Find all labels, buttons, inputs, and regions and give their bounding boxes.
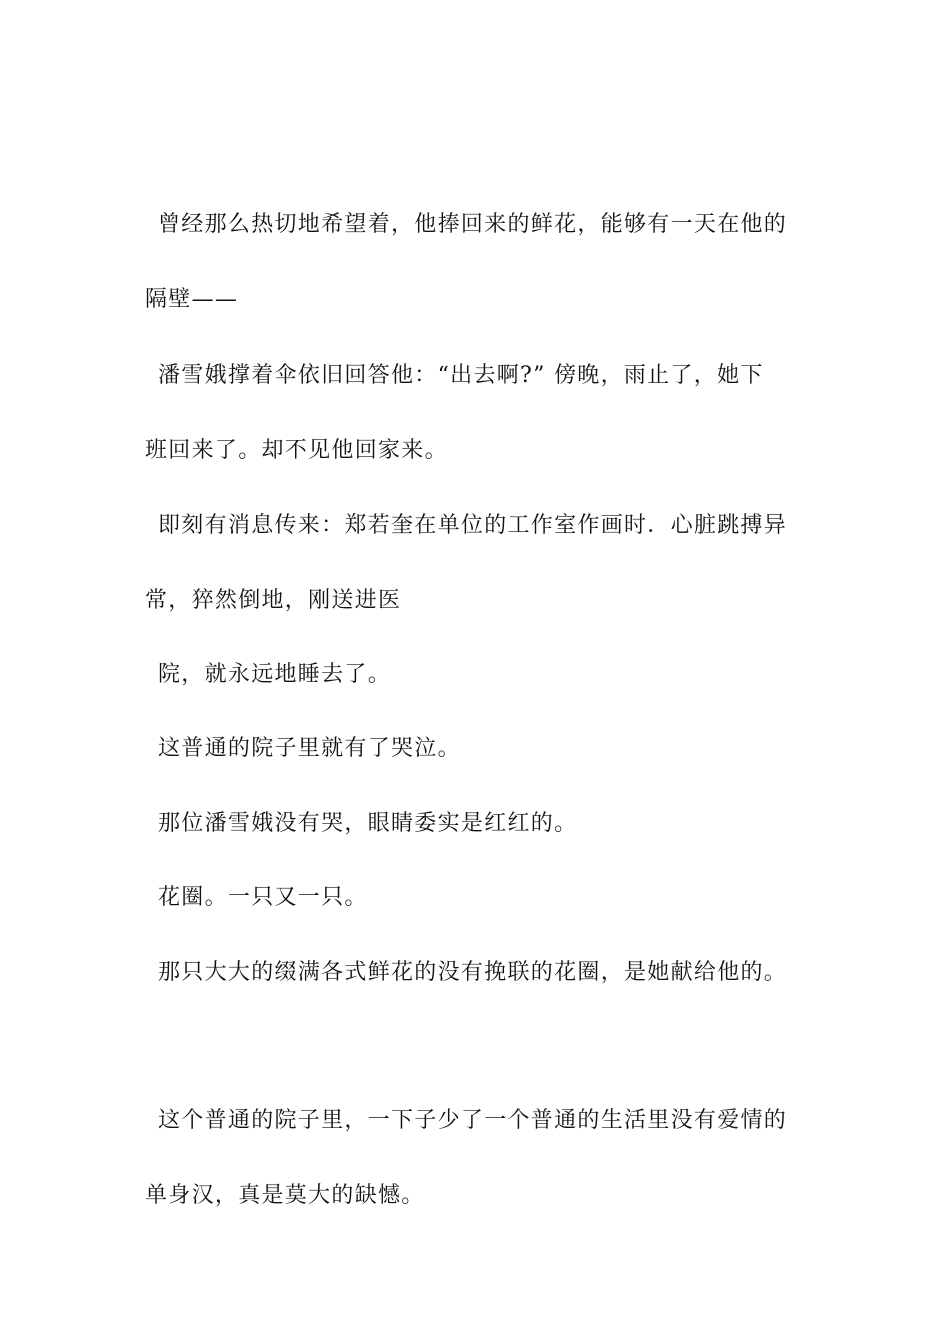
text-line: 班回来了。却不见他回家来。 xyxy=(145,438,448,463)
text-line: 曾经那么热切地希望着，他捧回来的鲜花，能够有一天在他的 xyxy=(158,212,788,237)
text-line: 潘雪娥撑着伞依旧回答他：“出去啊?” 傍晚，雨止了，她下 xyxy=(158,363,764,388)
text-line: 单身汉，真是莫大的缺憾。 xyxy=(145,1183,425,1208)
text-line: 常，猝然倒地，刚送进医 xyxy=(145,588,402,613)
text-line: 即刻有消息传来：郑若奎在单位的工作室作画时．心脏跳搏异 xyxy=(158,513,788,538)
text-line: 这个普通的院子里，一下子少了一个普通的生活里没有爱情的 xyxy=(158,1108,788,1133)
text-line: 那只大大的缀满各式鲜花的没有挽联的花圈，是她献给他的。 xyxy=(158,960,788,985)
text-line: 院，就永远地睡去了。 xyxy=(158,662,392,687)
text-line: 这普通的院子里就有了哭泣。 xyxy=(158,736,461,761)
text-line: 那位潘雪娥没有哭，眼睛委实是红红的。 xyxy=(158,811,578,836)
text-line: 花圈。一只又一只。 xyxy=(158,885,368,910)
text-line: 隔壁—— xyxy=(145,287,239,312)
